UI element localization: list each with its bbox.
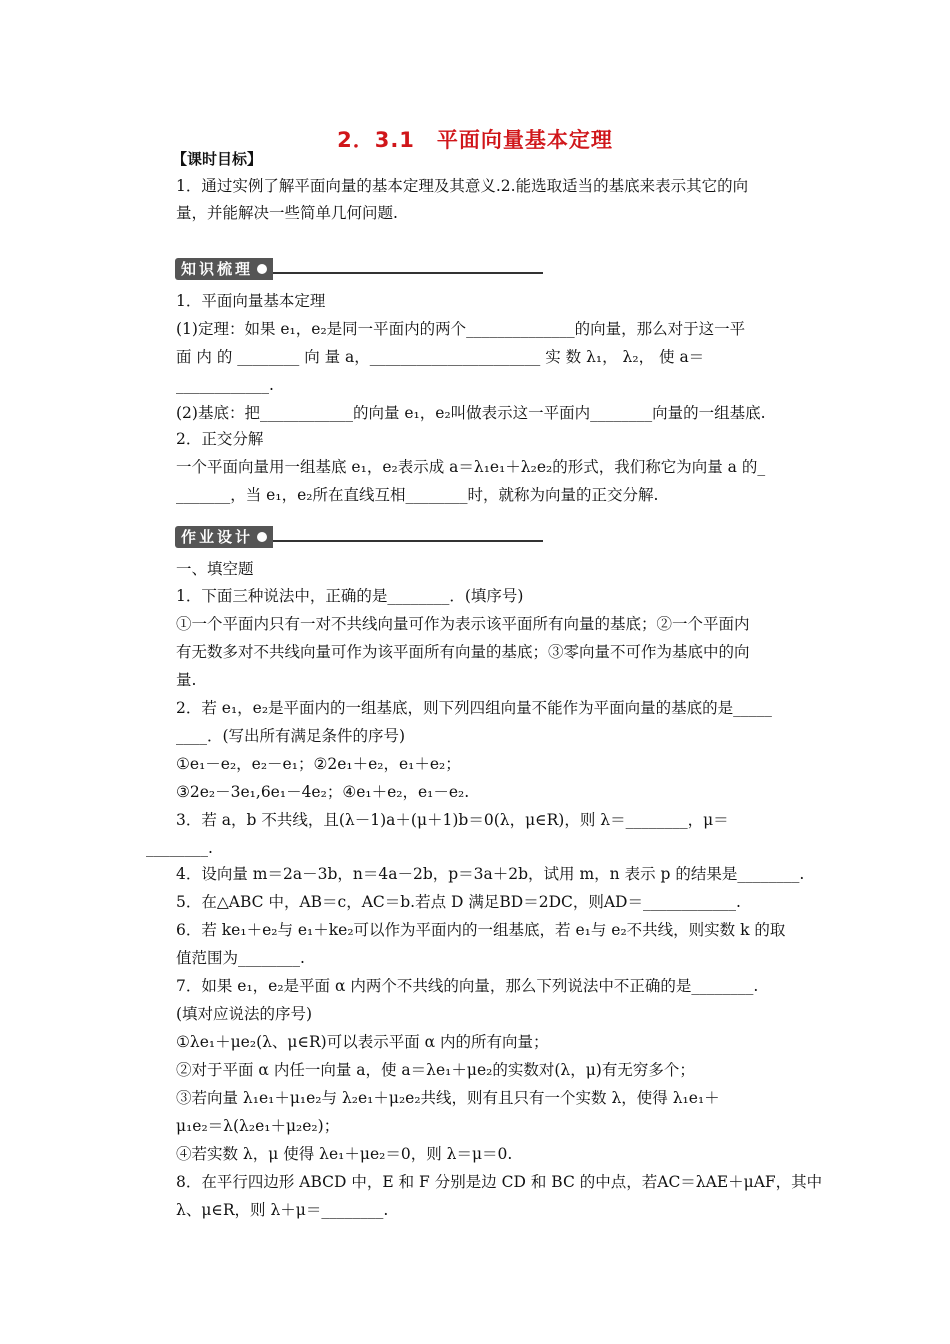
goal-label: 【课时目标】 (172, 150, 263, 168)
text-line: 1．下面三种说法中，正确的是________．(填序号) (176, 587, 524, 605)
divider (273, 540, 543, 542)
text-line: 7．如果 e₁，e₂是平面 α 内两个不共线的向量，那么下列说法中不正确的是________. (176, 977, 759, 995)
text-line: 5．在△ABC 中，AB＝c，AC＝b.若点 D 满足BD＝2DC，则AD＝____________. (176, 893, 741, 911)
text-line: 1．平面向量基本定理 (176, 292, 326, 310)
text-line: 3．若 a，b 不共线，且(λ－1)a＋(μ＋1)b＝0(λ，μ∈R)，则 λ＝________，μ＝ (176, 811, 729, 829)
banner-label: 知识梳理 (181, 260, 254, 278)
section-banner-knowledge (175, 258, 543, 280)
text-line: 一、填空题 (176, 560, 254, 578)
text-line: 2．若 e₁，e₂是平面内的一组基底，则下列四组向量不能作为平面向量的基底的是_____ (176, 699, 772, 717)
text-line: _______，当 e₁，e₂所在直线互相________时，就称为向量的正交分解. (176, 486, 659, 504)
text-line: ①λe₁＋μe₂(λ、μ∈R)可以表示平面 α 内的所有向量； (176, 1033, 549, 1051)
text-line: 8．在平行四边形 ABCD 中，E 和 F 分别是边 CD 和 BC 的中点，若AC＝λAE＋μAF，其中 (176, 1173, 823, 1191)
banner-label: 作业设计 (181, 528, 254, 546)
goal-line: 量，并能解决一些简单几何问题. (176, 204, 398, 222)
text-line: ____．(写出所有满足条件的序号) (176, 727, 406, 745)
text-line: ④若实数 λ，μ 使得 λe₁＋μe₂＝0，则 λ＝μ＝0. (176, 1145, 513, 1163)
text-line: ③2e₂－3e₁,6e₁－4e₂；④e₁＋e₂，e₁－e₂. (176, 783, 470, 801)
text-line: ________. (146, 839, 213, 857)
text-line: (填对应说法的序号) (176, 1005, 313, 1023)
text-line: 4．设向量 m＝2a－3b，n＝4a－2b，p＝3a＋2b，试用 m，n 表示 p 的结果是________. (176, 865, 805, 883)
text-line: ____________. (176, 376, 274, 394)
text-line: 量. (176, 671, 197, 689)
text-line: ③若向量 λ₁e₁＋μ₁e₂与 λ₂e₁＋μ₂e₂共线，则有且只有一个实数 λ，使得 λ₁e₁＋ (176, 1089, 720, 1107)
section-banner-homework (175, 526, 543, 548)
goal-line: 1．通过实例了解平面向量的基本定理及其意义.2.能选取适当的基底来表示其它的向 (176, 177, 749, 195)
text-line: μ₁e₂＝λ(λ₂e₁＋μ₂e₂)； (176, 1117, 340, 1135)
text-line: ①一个平面内只有一对不共线向量可作为表示该平面所有向量的基底；②一个平面内 (176, 615, 750, 633)
text-line: (2)基底：把____________的向量 e₁，e₂叫做表示这一平面内________向量的一组基底. (176, 404, 766, 422)
text-line: 值范围为________. (176, 949, 305, 967)
text-line: ①e₁－e₂，e₂－e₁；②2e₁＋e₂，e₁＋e₂； (176, 755, 461, 773)
text-line: 6．若 ke₁＋e₂与 e₁＋ke₂可以作为平面内的一组基底，若 e₁与 e₂不共线，则实数 k 的取 (176, 921, 786, 939)
text-line: 2．正交分解 (176, 430, 264, 448)
text-line: (1)定理：如果 e₁，e₂是同一平面内的两个______________的向量，那么对于这一平 (176, 320, 746, 338)
divider (273, 272, 543, 274)
text-line: 有无数多对不共线向量可作为该平面所有向量的基底；③零向量不可作为基底中的向 (176, 643, 750, 661)
text-line: 一个平面向量用一组基底 e₁，e₂表示成 a＝λ₁e₁＋λ₂e₂的形式，我们称它为向量 a 的_ (176, 458, 766, 476)
dot-icon (257, 532, 267, 542)
text-line: ②对于平面 α 内任一向量 a，使 a＝λe₁＋μe₂的实数对(λ，μ)有无穷多个； (176, 1061, 695, 1079)
text-line: 面 内 的 ________ 向 量 a，______________________ 实 数 λ₁， λ₂， 使 a＝ (176, 348, 705, 366)
dot-icon (257, 264, 267, 274)
page-title: 2．3.1 平面向量基本定理 (337, 128, 613, 152)
text-line: λ、μ∈R，则 λ＋μ＝________. (176, 1201, 389, 1219)
